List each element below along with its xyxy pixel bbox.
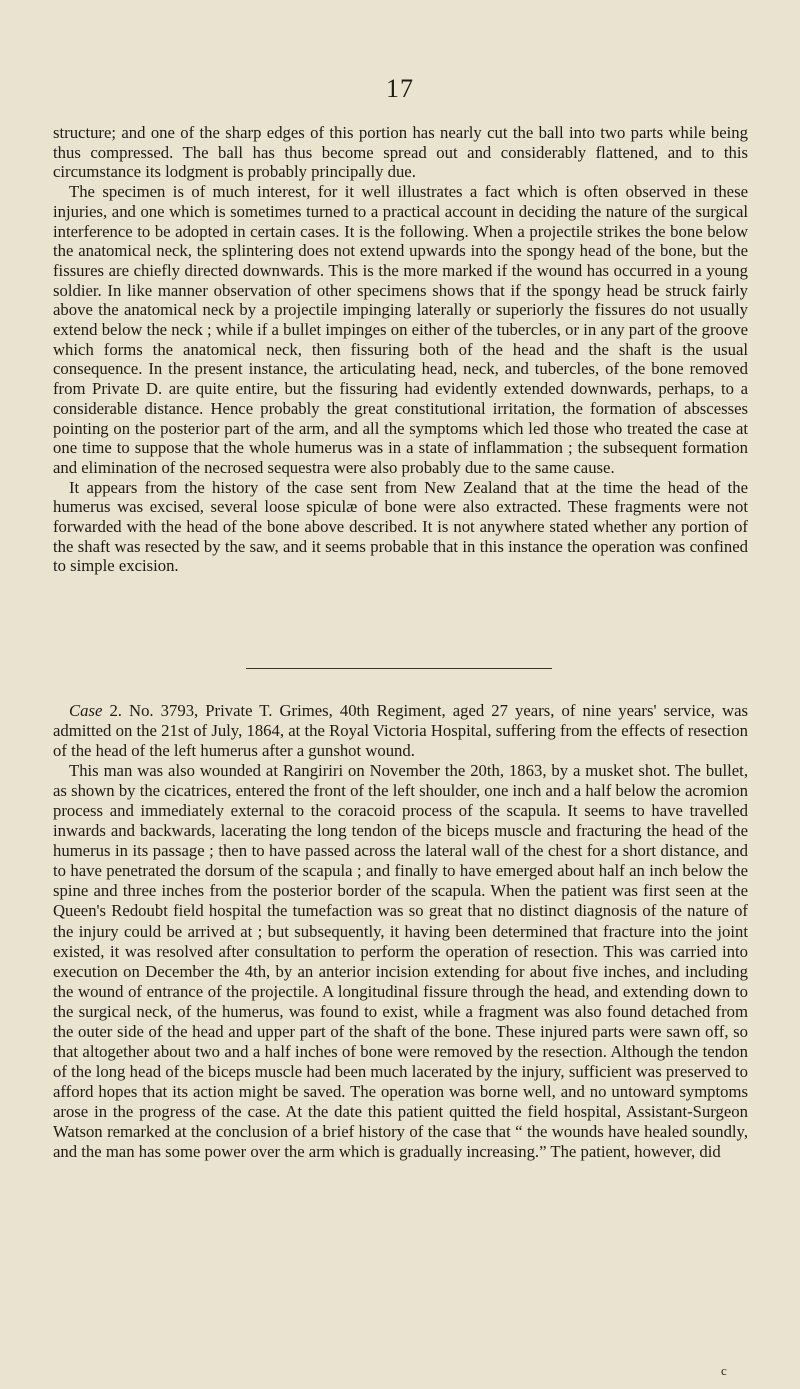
case-2-section: [53, 701, 748, 1162]
paragraph-specimen-interest: The specimen is of much interest, for it well illustrates a fact which is often observed in these injuries, and one which is sometimes turned to a practical account in deciding the nature of the surgical interference to be adopted in certain cases. It is the following. When a projectile strikes the bone below the anatomical neck, the splintering does not extend upwards into the spongy head of the bone, but the fissures are chiefly directed downwards. This is the more marked if the wound has occurred in a young soldier. In like manner observation of other specimens shows that if the spongy head be struck fairly above the anatomical neck by a projectile impinging laterally or superiorly the fissures do not usually extend below the neck ; while if a bullet impinges on either of the tubercles, or in any part of the groove which forms the anatomical neck, then fissuring both of the head and the shaft is the usual consequence. In the present instance, the articulating head, neck, and tubercles, of the bone removed from Private D. are quite entire, but the fissuring had evidently extended downwards, perhaps, to a considerable distance. Hence probably the great constitutional irritation, the formation of abscesses pointing on the posterior part of the arm, and all the symptoms which led those who treated the case at one time to suppose that the whole humerus was in a state of inflammation ; the subsequent formation and elimination of the necrosed sequestra were also probably due to the same cause.: [53, 182, 748, 477]
case-2-details: This man was also wounded at Rangiriri on November the 20th, 1863, by a musket shot. The bullet, as shown by the cicatrices, entered the front of the left shoulder, one inch and a half below the acromion process and immediately external to the coracoid process of the scapula. It seems to have travelled inwards and backwards, lacerating the long tendon of the biceps muscle and fracturing the head of the humerus in its passage ; then to have passed across the lateral wall of the chest for a short distance, and to have penetrated the dorsum of the scapula ; and finally to have emerged about half an inch below the spine and three inches from the posterior border of the scapula. When the patient was first seen at the Queen's Redoubt field hospital the tumefaction was so great that no distinct diagnosis of the nature of the injury could be arrived at ; but subsequently, it having been determined that fracture into the joint existed, it was resolved after consultation to perform the operation of resection. This was carried into execution on December the 4th, by an anterior incision extending for about five inches, and including the wound of entrance of the projectile. A longitudinal fissure through the head, and extending down to the surgical neck, of the humerus, was found to exist, while a fragment was also found detached from the outer side of the head and upper part of the shaft of the bone. These injured parts were sawn off, so that altogether about two and a half inches of bone were removed by the resection. Although the tendon of the long head of the biceps muscle had been much lacerated by the injury, sufficient was preserved to afford hopes that its action might be saved. The operation was borne well, and no untoward symptoms arose in the progress of the case. At the date this patient quitted the field hospital, Assistant-Surgeon Watson remarked at the conclusion of a brief history of the case that “ the wounds have healed soundly, and the man has some power over the arm which is gradually increasing.” The patient, however, did: [53, 761, 748, 1162]
section-divider: [246, 668, 552, 669]
page-number: 17: [386, 74, 414, 103]
case-2-intro-text: 2. No. 3793, Private T. Grimes, 40th Regiment, aged 27 years, of nine years' service, was admitted on the 21st of July, 1864, at the Royal Victoria Hospital, suffering from the effects of resection of the head of the left humerus after a gunshot wound.: [53, 701, 748, 761]
paragraph-continuation: structure; and one of the sharp edges of this portion has nearly cut the ball into two parts while being thus compressed. The ball has thus become spread out and considerably flattened, and to this circumstance its lodgment is probably principally due.: [53, 123, 748, 182]
case-label: Case: [69, 701, 103, 720]
signature-mark: c: [721, 1363, 727, 1378]
main-text: [53, 123, 748, 576]
paragraph-case-history: It appears from the history of the case sent from New Zealand that at the time the head of the humerus was excised, several loose spiculæ of bone were also extracted. These fragments were not forwarded with the head of the bone above described. It is not anywhere stated whether any portion of the shaft was resected by the saw, and it seems probable that in this instance the operation was confined to simple excision.: [53, 477, 748, 576]
case-2-intro: [53, 701, 748, 761]
